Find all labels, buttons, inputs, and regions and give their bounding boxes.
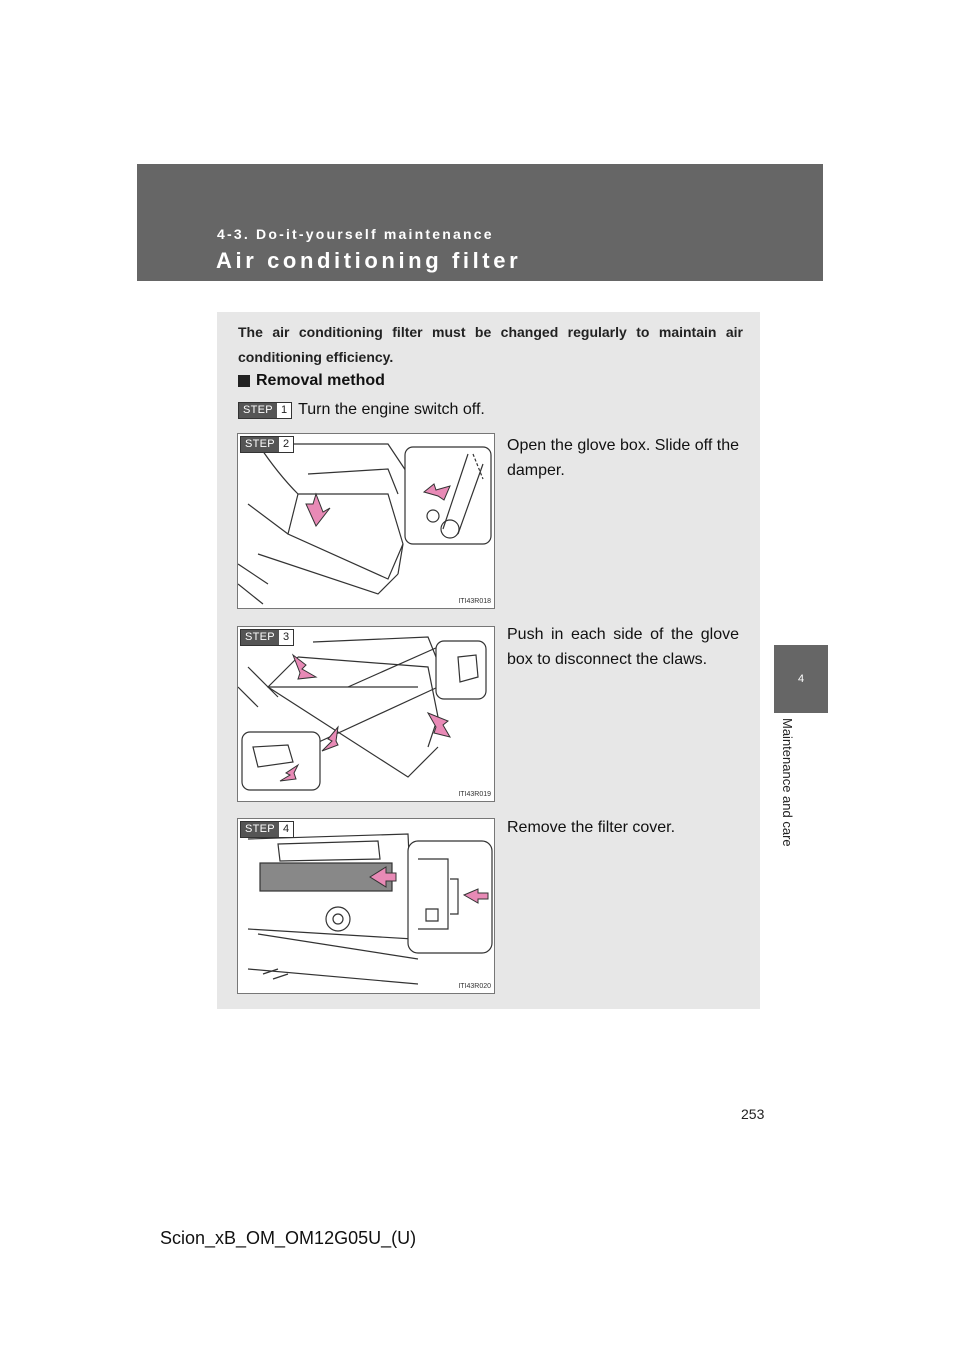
step-2-text: Open the glove box. Slide off the damper.: [507, 437, 739, 479]
step-4-illustration: [237, 818, 495, 994]
subheading: [238, 372, 385, 390]
step-2-illustration: [237, 433, 495, 609]
content-box: [217, 312, 760, 1009]
document-footer: Scion_xB_OM_OM12G05U_(U): [160, 1228, 417, 1248]
page-title: Air conditioning filter: [216, 248, 522, 273]
step-1: [238, 401, 485, 419]
step-3-text: Push in each side of the glove box to disconnect the claws.: [507, 626, 739, 668]
intro-text: The air conditioning filter must be changed regularly to maintain air conditioning efficiency.: [238, 324, 743, 365]
step-badge: STEP 1: [238, 402, 292, 419]
subheading-text: Removal method: [256, 372, 385, 389]
glove-box-open-drawing: [238, 434, 494, 608]
step-badge: STEP 2: [240, 436, 294, 453]
figure-id: ITI43R020: [458, 983, 491, 990]
square-bullet-icon: [238, 375, 250, 387]
section-label: 4-3. Do-it-yourself maintenance: [217, 226, 494, 242]
glove-box-claws-drawing: [238, 627, 494, 801]
header-band: [137, 164, 823, 281]
step-1-text: Turn the engine switch off.: [298, 401, 485, 418]
figure-id: ITI43R019: [458, 791, 491, 798]
step-4-text: Remove the filter cover.: [507, 819, 676, 836]
filter-cover-drawing: [238, 819, 494, 993]
chapter-tab-label: Maintenance and care: [780, 718, 795, 847]
figure-id: ITI43R018: [458, 598, 491, 605]
step-badge: STEP 4: [240, 821, 294, 838]
step-3-illustration: [237, 626, 495, 802]
chapter-tab[interactable]: 4: [774, 645, 828, 713]
step-badge: STEP 3: [240, 629, 294, 646]
page-number: 253: [741, 1106, 765, 1122]
